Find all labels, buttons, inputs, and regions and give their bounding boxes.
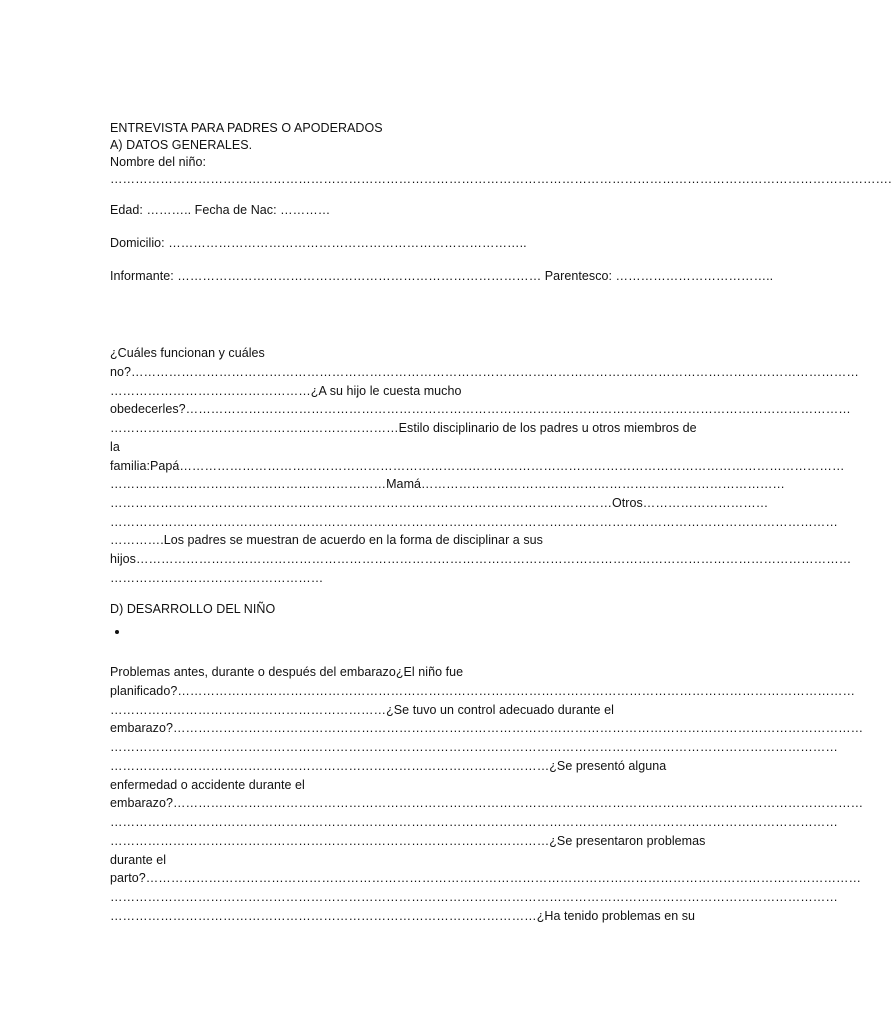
section-c-line: ……………………………………………	[110, 571, 324, 585]
section-a-heading: A) DATOS GENERALES.	[110, 138, 253, 152]
section-c-line: no?…………………………………………………………………………………………………………………………………………………………	[110, 365, 859, 379]
section-d-line: embarazo?…………………………………………………………………………………………………………………………………………………	[110, 796, 864, 810]
section-c-line: ¿Cuáles funcionan y cuáles	[110, 346, 265, 360]
section-d-line: …………………………………………………………………………………………………………………………………………………………	[110, 815, 838, 829]
section-d-line: Problemas antes, durante o después del embarazo¿El niño fue	[110, 665, 464, 679]
section-d-heading: D) DESARROLLO DEL NIÑO	[110, 602, 276, 616]
section-c-line: familia:Papá……………………………………………………………………………………………………………………………………………	[110, 459, 845, 473]
section-c-line: ……………………………………………………………Estilo disciplinario de los padres u otros miembros de	[110, 421, 697, 435]
section-d-line: planificado?………………………………………………………………………………………………………………………………………………	[110, 684, 856, 698]
section-c-line: hijos………………………………………………………………………………………………………………………………………………………	[110, 552, 852, 566]
section-d-line: ……………………………………………………………………………………………¿Se presentó alguna	[110, 759, 667, 773]
field-nombre-line: …………………………………………………………………………………………………………………………………………………………………….	[110, 172, 892, 186]
bullet-point	[114, 628, 120, 634]
section-d-line: …………………………………………………………¿Se tuvo un control adecuado durante el	[110, 703, 614, 717]
section-d-line: …………………………………………………………………………………………………………………………………………………………	[110, 740, 838, 754]
section-c-line: …………………………………………………………………………………………………………………………………………………………	[110, 515, 838, 529]
section-d-line: …………………………………………………………………………………………………………………………………………………………	[110, 890, 838, 904]
section-d-line: …………………………………………………………………………………………¿Ha tenido problemas en su	[110, 909, 696, 923]
section-c-line: …………………………………………………………………………………………………………Otros…………………………	[110, 496, 769, 510]
section-d-line: enfermedad o accidente durante el	[110, 778, 305, 792]
document-title: ENTREVISTA PARA PADRES O APODERADOS	[110, 121, 383, 135]
field-domicilio: Domicilio: …………………………………………………………………………..	[110, 236, 527, 250]
section-d-line: ……………………………………………………………………………………………¿Se presentaron problemas	[110, 834, 706, 848]
section-c-line: …………………………………………………………Mamá……………………………………………………………………………	[110, 477, 785, 491]
section-c-line: …………………………………………¿A su hijo le cuesta mucho	[110, 384, 462, 398]
section-c-line: la	[110, 440, 120, 454]
section-c-line: obedecerles?……………………………………………………………………………………………………………………………………………	[110, 402, 851, 416]
field-nombre-label: Nombre del niño:	[110, 155, 206, 169]
field-informante: Informante: …………………………………………………………………………… Parentesco: ………………………………..	[110, 269, 774, 283]
section-c-line: ………….Los padres se muestran de acuerdo en la forma de disciplinar a sus	[110, 533, 543, 547]
section-d-line: durante el	[110, 853, 167, 867]
section-d-line: embarazo?…………………………………………………………………………………………………………………………………………………	[110, 721, 864, 735]
field-edad: Edad: ……….. Fecha de Nac: …………	[110, 203, 331, 217]
section-d-line: parto?………………………………………………………………………………………………………………………………………………………	[110, 871, 862, 885]
